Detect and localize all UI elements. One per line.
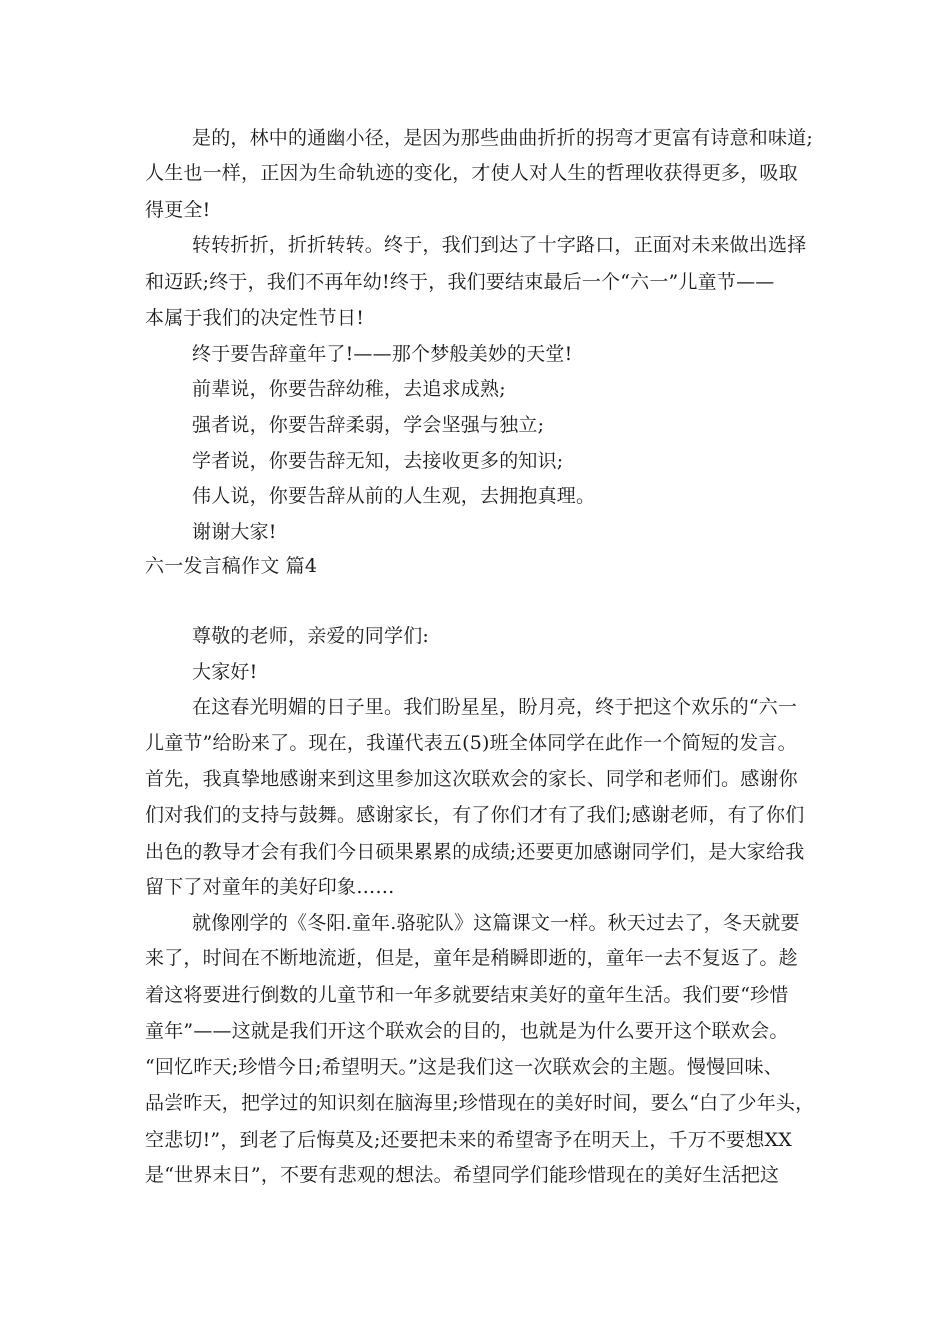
paragraph-line: 本属于我们的决定性节日! [145, 307, 365, 329]
paragraph-line: 尊敬的老师，亲爱的同学们: [192, 625, 430, 647]
paragraph-line: 在这春光明媚的日子里。我们盼星星，盼月亮，终于把这个欢乐的“六一 [192, 696, 798, 718]
paragraph-line: 留下了对童年的美好印象…… [145, 876, 395, 898]
paragraph-line: 转转折折，折折转转。终于，我们到达了十字路口，正面对未来做出选择 [192, 234, 807, 256]
paragraph-line: 和迈跃;终于，我们不再年幼!终于，我们要结束最后一个“六一”儿童节—— [145, 271, 775, 293]
paragraph-line: 们对我们的支持与鼓舞。感谢家长，有了你们才有了我们;感谢老师，有了你们 [145, 804, 805, 826]
paragraph-line: 就像刚学的《冬阳.童年.骆驼队》这篇课文一样。秋天过去了，冬天就要 [192, 912, 800, 934]
paragraph-line: 品尝昨天，把学过的知识刻在脑海里;珍惜现在的美好时间，要么“白了少年头， [145, 1092, 815, 1114]
paragraph-line: 强者说，你要告辞柔弱，学会坚强与独立; [192, 414, 545, 436]
paragraph-line: 谢谢大家! [192, 521, 277, 543]
paragraph-line: 来了，时间在不断地流逝，但是，童年是稍瞬即逝的，童年一去不复返了。趁 [145, 947, 798, 969]
paragraph-line: 首先，我真挚地感谢来到这里参加这次联欢会的家长、同学和老师们。感谢你 [145, 768, 798, 790]
paragraph-line: 是的，林中的通幽小径，是因为那些曲曲折折的拐弯才更富有诗意和味道; [192, 127, 814, 149]
paragraph-line: 童年”——这就是我们开这个联欢会的目的，也就是为什么要开这个联欢会。 [145, 1020, 789, 1042]
section-heading: 六一发言稿作文 篇4 [145, 555, 318, 577]
paragraph-line: 出色的教导才会有我们今日硕果累累的成绩;还要更加感谢同学们，是大家给我 [145, 841, 805, 863]
paragraph-line: 是“世界末日”，不要有悲观的想法。希望同学们能珍惜现在的美好生活把这 [145, 1164, 780, 1186]
paragraph-line: 空悲切!”，到老了后悔莫及;还要把未来的希望寄予在明天上，千万不要想XX [145, 1129, 793, 1151]
paragraph-line: 伟人说，你要告辞从前的人生观，去拥抱真理。 [192, 485, 596, 507]
paragraph-line: 人生也一样，正因为生命轨迹的变化，才使人对人生的哲理收获得更多，吸取 [145, 162, 798, 184]
paragraph-line: 大家好! [192, 661, 258, 683]
paragraph-line: 儿童节”给盼来了。现在，我谨代表五(5)班全体同学在此作一个简短的发言。 [145, 732, 797, 754]
paragraph-line: 终于要告辞童年了!——那个梦般美妙的天堂! [192, 343, 573, 365]
paragraph-line: 前辈说，你要告辞幼稚，去追求成熟; [192, 378, 506, 400]
paragraph-line: 得更全! [145, 199, 211, 221]
paragraph-line: 着这将要进行倒数的儿童节和一年多就要结束美好的童年生活。我们要“珍惜 [145, 984, 789, 1006]
paragraph-line: “回忆昨天;珍惜今日;希望明天。”这是我们这一次联欢会的主题。慢慢回味、 [145, 1056, 783, 1078]
paragraph-line: 学者说，你要告辞无知，去接收更多的知识; [192, 450, 564, 472]
